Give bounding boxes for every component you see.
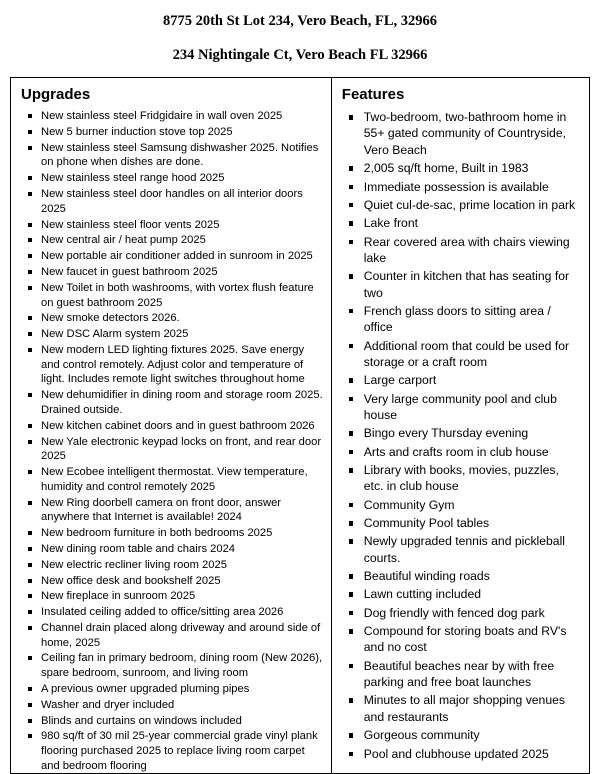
features-list [340,109,581,762]
list-item: New faucet in guest bathroom 2025 [19,265,323,280]
list-item: New portable air conditioner added in sunroom in 2025 [19,249,323,264]
upgrades-list [19,109,323,774]
list-item: Lake front [340,215,581,231]
list-item: Arts and crafts room in club house [340,444,581,460]
list-item: Large carport [340,372,581,388]
list-item: 2,005 sq/ft home, Built in 1983 [340,160,581,176]
list-item: Very large community pool and club house [340,391,581,424]
list-item: New stainless steel range hood 2025 [19,171,323,186]
list-item: New central air / heat pump 2025 [19,233,323,248]
list-item: Community Gym [340,497,581,513]
list-item: Rear covered area with chairs viewing lake [340,234,581,267]
list-item: Pool and clubhouse updated 2025 [340,746,581,762]
list-item: New dining room table and chairs 2024 [19,542,323,557]
list-item: Lawn cutting included [340,586,581,602]
list-item: Quiet cul-de-sac, prime location in park [340,197,581,213]
list-item: New Toilet in both washrooms, with vortex flush feature on guest bathroom 2025 [19,281,323,311]
features-heading: Features [341,86,405,104]
list-item: Beautiful beaches near by with free parking and free boat launches [340,658,581,691]
features-column [332,78,589,773]
list-item: Washer and dryer included [19,698,323,713]
list-item: French glass doors to sitting area / office [340,303,581,336]
list-item: Beautiful winding roads [340,568,581,584]
list-item: Library with books, movies, puzzles, etc. in club house [340,462,581,495]
list-item: Additional room that could be used for storage or a craft room [340,338,581,371]
address-line-2: 234 Nightingale Ct, Vero Beach FL 32966 [172,46,428,63]
upgrades-column [11,78,332,773]
list-item: New modern LED lighting fixtures 2025. Save energy and control remotely. Adjust color and temperature of light. Includes remote light switches throughout home [19,343,323,387]
list-item: New Ring doorbell camera on front door, answer anywhere that Internet is available! 2024 [19,496,323,526]
list-item: Immediate possession is available [340,179,581,195]
list-item: Newly upgraded tennis and pickleball courts. [340,533,581,566]
list-item: New office desk and bookshelf 2025 [19,574,323,589]
list-item: Community Pool tables [340,515,581,531]
list-item: Blinds and curtains on windows included [19,714,323,729]
list-item: New DSC Alarm system 2025 [19,327,323,342]
list-item: A previous owner upgraded pluming pipes [19,682,323,697]
list-item: 980 sq/ft of 30 mil 25-year commercial grade vinyl plank flooring purchased 2025 to replace living room carpet and bedroom flooring [19,729,323,773]
list-item: New smoke detectors 2026. [19,311,323,326]
list-item: New Ecobee intelligent thermostat. View temperature, humidity and control remotely 2025 [19,465,323,495]
address-line-1: 8775 20th St Lot 234, Vero Beach, FL, 32966 [162,13,438,29]
list-item: New 5 burner induction stove top 2025 [19,125,323,140]
list-item: New stainless steel door handles on all interior doors 2025 [19,187,323,217]
list-item: Compound for storing boats and RV's and no cost [340,623,581,656]
upgrades-heading: Upgrades [21,86,91,104]
two-column-table [10,77,590,774]
list-item: New Yale electronic keypad locks on front, and rear door 2025 [19,435,323,465]
list-item: New stainless steel floor vents 2025 [19,218,323,233]
list-item: New dehumidifier in dining room and storage room 2025. Drained outside. [19,388,323,418]
list-item: New stainless steel Fridgidaire in wall oven 2025 [19,109,323,124]
list-item: Counter in kitchen that has seating for two [340,268,581,301]
list-item: Two-bedroom, two-bathroom home in 55+ gated community of Countryside, Vero Beach [340,109,581,158]
list-item: New electric recliner living room 2025 [19,558,323,573]
list-item: Gorgeous community [340,727,581,743]
list-item: Channel drain placed along driveway and around side of home, 2025 [19,621,323,651]
list-item: Dog friendly with fenced dog park [340,605,581,621]
list-item: Minutes to all major shopping venues and restaurants [340,692,581,725]
list-item: Ceiling fan in primary bedroom, dining room (New 2026), spare bedroom, sunroom, and living room [19,651,323,681]
list-item: New kitchen cabinet doors and in guest bathroom 2026 [19,419,323,434]
list-item: Insulated ceiling added to office/sitting area 2026 [19,605,323,620]
list-item: Bingo every Thursday evening [340,425,581,441]
list-item: New bedroom furniture in both bedrooms 2025 [19,526,323,541]
list-item: New fireplace in sunroom 2025 [19,589,323,604]
list-item: New stainless steel Samsung dishwasher 2025. Notifies on phone when dishes are done. [19,141,323,171]
